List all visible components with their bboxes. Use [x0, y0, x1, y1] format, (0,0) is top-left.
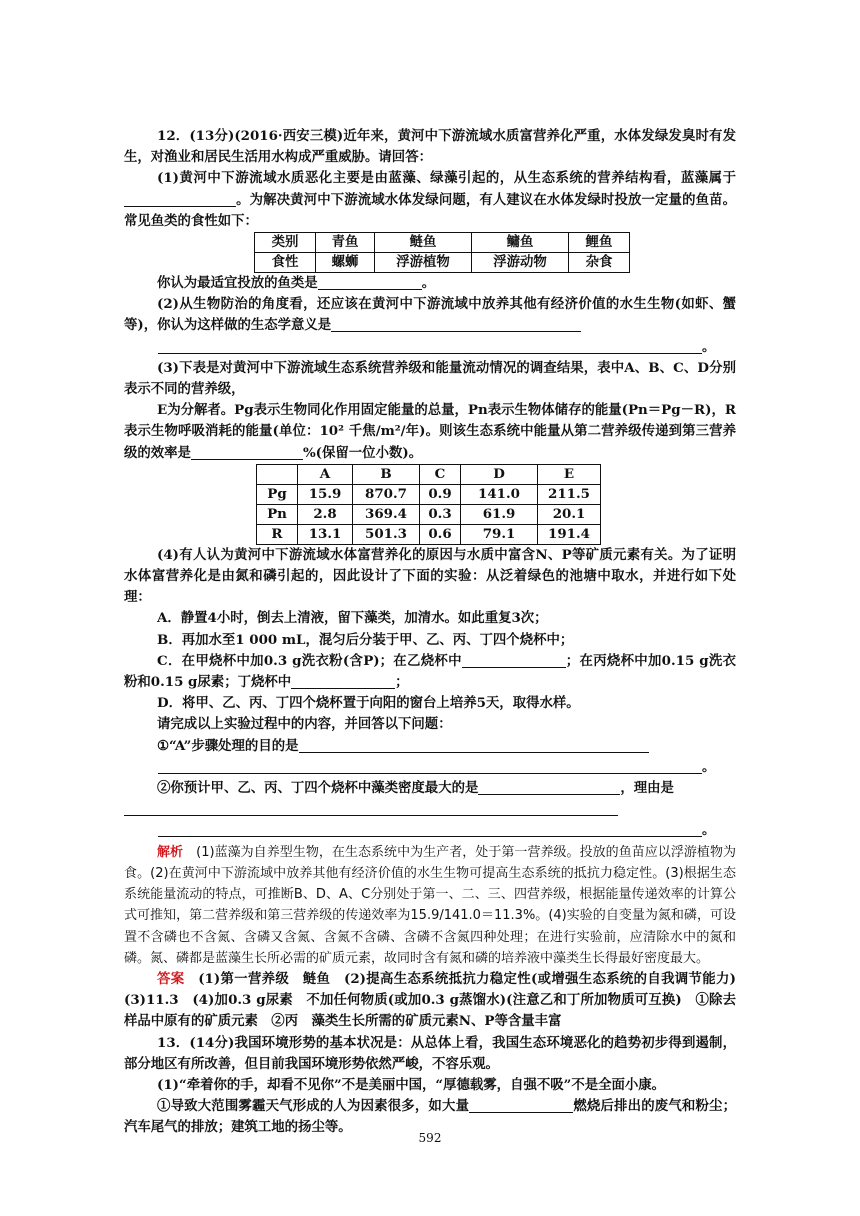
answer-blank [124, 192, 236, 207]
table-cell: 浮游动物 [472, 253, 569, 273]
answer-blank [462, 653, 566, 668]
step-c-text-2: ；在丙烧杯中加0.15 g洗衣粉和0.15 g尿素；丁烧杯中 [124, 652, 737, 691]
table-row [257, 484, 601, 504]
answer-blank [478, 780, 620, 795]
answer-blank [318, 275, 422, 290]
table-row [257, 524, 601, 544]
q12-part2-text: (2)从生物防治的角度看，还应该在黄河中下游流域中放养其他有经济价值的水生生物(如虾、蟹等)，你认为这样做的生态学意义是 [124, 296, 736, 334]
fish-diet-table [254, 232, 630, 273]
ask-2-text-b: ，理由是 [620, 780, 674, 797]
table-cell: 0.9 [420, 484, 461, 504]
table-cell: 0.3 [420, 504, 461, 524]
ask-2-line-2: 。 [124, 820, 736, 841]
table-cell: C [420, 464, 461, 484]
answer-label: 答案 [157, 970, 185, 987]
answer-blank [299, 738, 649, 753]
page-number: 592 [418, 1131, 442, 1145]
table-cell: 食性 [255, 253, 316, 273]
table-cell: 螺蛳 [316, 253, 375, 273]
table-cell: Pn [257, 504, 298, 524]
table-cell [257, 464, 298, 484]
q12-part3-text: E为分解者。Pg表示生物同化作用固定能量的总量，Pn表示生物体储存的能量(Pn＝Pg－R)，R表示生物呼吸消耗的能量(单位：10² 千焦/m²/年)。则该生态系统中能量从第二营养级传递到第三营养级的效率是 [124, 402, 736, 461]
table-cell: 2.8 [298, 504, 353, 524]
table-cell: 鳙鱼 [472, 233, 569, 253]
q12-part2-line: 。 [124, 337, 736, 358]
table-row [257, 504, 601, 524]
q12-part4: (4)有人认为黄河中下游流域水体富营养化的原因与水质中富含N、P等矿质元素有关。为了证明水体富营养化是由氮和磷引起的，因此设计了下面的实验：从泛着绿色的池塘中取水，并进行如下处理： [124, 546, 736, 606]
step-c-text-1: C．在甲烧杯中加0.3 g洗衣粉(含P)；在乙烧杯中 [157, 652, 462, 669]
table-cell: 501.3 [353, 524, 420, 544]
table-row [255, 253, 630, 273]
analysis-label: 解析 [157, 844, 184, 860]
analysis-text: (1)蓝藻为自养型生物，在生态系统中为生产者，处于第一营养级。投放的鱼苗应以浮游植物为食。(2)在黄河中下游流域中放养其他有经济价值的水生生物可提高生态系统的抵抗力稳定性。(3)根据生态系统能量流动的特点，可推断B、D、A、C分别处于第一、二、三、四营养级，根据能量传递效率的计算公式可推知，第二营养级和第三营养级的传递效率为15.9/141.0＝11.3%。(4)实验的自变量为氮和磷，可设置不含磷也不含氮、含磷又含氮、含氮不含磷、含磷不含氮四种处理；在进行实验前，应清除水中的氮和磷。氮、磷都是蓝藻生长所必需的矿质元素，故同时含有氮和磷的培养液中藻类生长得最好密度最大。 [124, 844, 736, 966]
q13-part1: (1)“牵着你的手，却看不见你”不是美丽中国，“厚德载雾，自强不吸”不是全面小康。 [157, 1076, 666, 1093]
table-cell: D [461, 464, 538, 484]
table-cell: 类别 [255, 233, 316, 253]
q13-heading: 13．(14分)我国环境形势的基本状况是：从总体上看，我国生态环境恶化的趋势初步得到遏制，部分地区有所改善，但目前我国环境形势依然严峻，不容乐观。 [124, 1034, 736, 1072]
answer-blank [158, 339, 702, 354]
analysis [124, 842, 736, 969]
table-cell: 鲢鱼 [375, 233, 472, 253]
step-a: A．静置4小时，倒去上清液，留下藻类，加清水。如此重复3次； [157, 610, 548, 627]
table-cell: 61.9 [461, 504, 538, 524]
table-cell: 870.7 [353, 484, 420, 504]
table-cell: R [257, 524, 298, 544]
table-row [257, 464, 601, 484]
q12-part1-question: 你认为最适宜投放的鱼类是 。 [157, 275, 436, 292]
q12-heading: 12．(13分)(2016·西安三模)近年来，黄河中下游流域水质富营养化严重，水体发绿发臭时有发生，对渔业和居民生活用水构成严重威胁。请回答： [124, 128, 736, 166]
table-row [255, 233, 630, 253]
answer-text: (1)第一营养级 鲢鱼 (2)提高生态系统抵抗力稳定性(或增强生态系统的自我调节能力) (3)11.3 (4)加0.3 g尿素 不加任何物质(或加0.3 g蒸馏水)(注意乙和丁所加物质可互换) ①除去样品中原有的矿质元素 ②丙 藻类生长所需的矿质元素N、P等含量丰富 [124, 970, 750, 1030]
step-d: D．将甲、乙、丙、丁四个烧杯置于向阳的窗台上培养5天，取得水样。 [157, 695, 580, 712]
table-cell: A [298, 464, 353, 484]
ask-1-text: ①“A”步骤处理的目的是 [157, 737, 299, 754]
q12-part1 [124, 168, 736, 232]
energy-flow-table [256, 464, 601, 545]
table-cell: Pg [257, 484, 298, 504]
ask-1 [124, 736, 736, 757]
question-content [124, 126, 750, 1139]
answer [124, 969, 750, 1033]
table-cell: 杂食 [569, 253, 630, 273]
answer-blank [191, 445, 303, 460]
table-cell: 青鱼 [316, 233, 375, 253]
table-cell: 13.1 [298, 524, 353, 544]
table-cell: E [538, 464, 601, 484]
q13-text-b: 燃烧后排出的废气和粉尘；汽车尾气的排放；建筑工地的扬尘等。 [124, 1098, 737, 1136]
ask-2 [124, 778, 736, 799]
table-cell: 79.1 [461, 524, 538, 544]
q12-part3-tail: %(保留一位小数)。 [302, 444, 423, 461]
table-cell: 0.6 [420, 524, 461, 544]
answer-blank [291, 674, 395, 689]
table-cell: 141.0 [461, 484, 538, 504]
table-cell: 鲤鱼 [569, 233, 630, 253]
ask-2-text-a: ②你预计甲、乙、丙、丁四个烧杯中藻类密度最大的是 [157, 780, 479, 797]
answer-blank [331, 317, 581, 332]
table-cell: 369.4 [353, 504, 420, 524]
q12-part1-text-b: 。为解决黄河中下游流域水体发绿问题，有人建议在水体发绿时投放一定量的鱼苗。常见鱼类的食性如下： [124, 191, 736, 229]
answer-blank [158, 759, 702, 774]
table-cell: 211.5 [538, 484, 601, 504]
table-cell: 20.1 [538, 504, 601, 524]
q12-part2 [124, 294, 736, 336]
q12-part3b [124, 400, 736, 464]
table-cell: 浮游植物 [375, 253, 472, 273]
table-cell: 15.9 [298, 484, 353, 504]
table-cell: 191.4 [538, 524, 601, 544]
answer-blank [469, 1098, 573, 1113]
q12-part1-ask: 你认为最适宜投放的鱼类是 [157, 275, 318, 292]
q12-part3a: (3)下表是对黄河中下游流域生态系统营养级和能量流动情况的调查结果，表中A、B、C、D分别表示不同的营养级， [124, 359, 736, 398]
q13-text-a: ①导致大范围雾霾天气形成的人为因素很多，如大量 [157, 1098, 470, 1115]
q12-part1-text-a: (1)黄河中下游流域水质恶化主要是由蓝藻、绿藻引起的，从生态系统的营养结构看，蓝藻属于 [157, 170, 736, 187]
table-cell: B [353, 464, 420, 484]
step-b: B．再加水至1 000 mL，混匀后分装于甲、乙、丙、丁四个烧杯中； [157, 631, 574, 648]
step-c: C．在甲烧杯中加0.3 g洗衣粉(含P)；在乙烧杯中 ；在丙烧杯中加0.15 g洗衣粉和0.15 g尿素；丁烧杯中 ； [124, 652, 737, 691]
answer-blank [124, 801, 618, 816]
ask-2-line-1 [124, 799, 736, 820]
ask-1-line: 。 [124, 757, 736, 778]
answer-blank [158, 822, 702, 837]
ask-instruction: 请完成以上实验过程中的内容，并回答以下问题： [157, 716, 452, 733]
